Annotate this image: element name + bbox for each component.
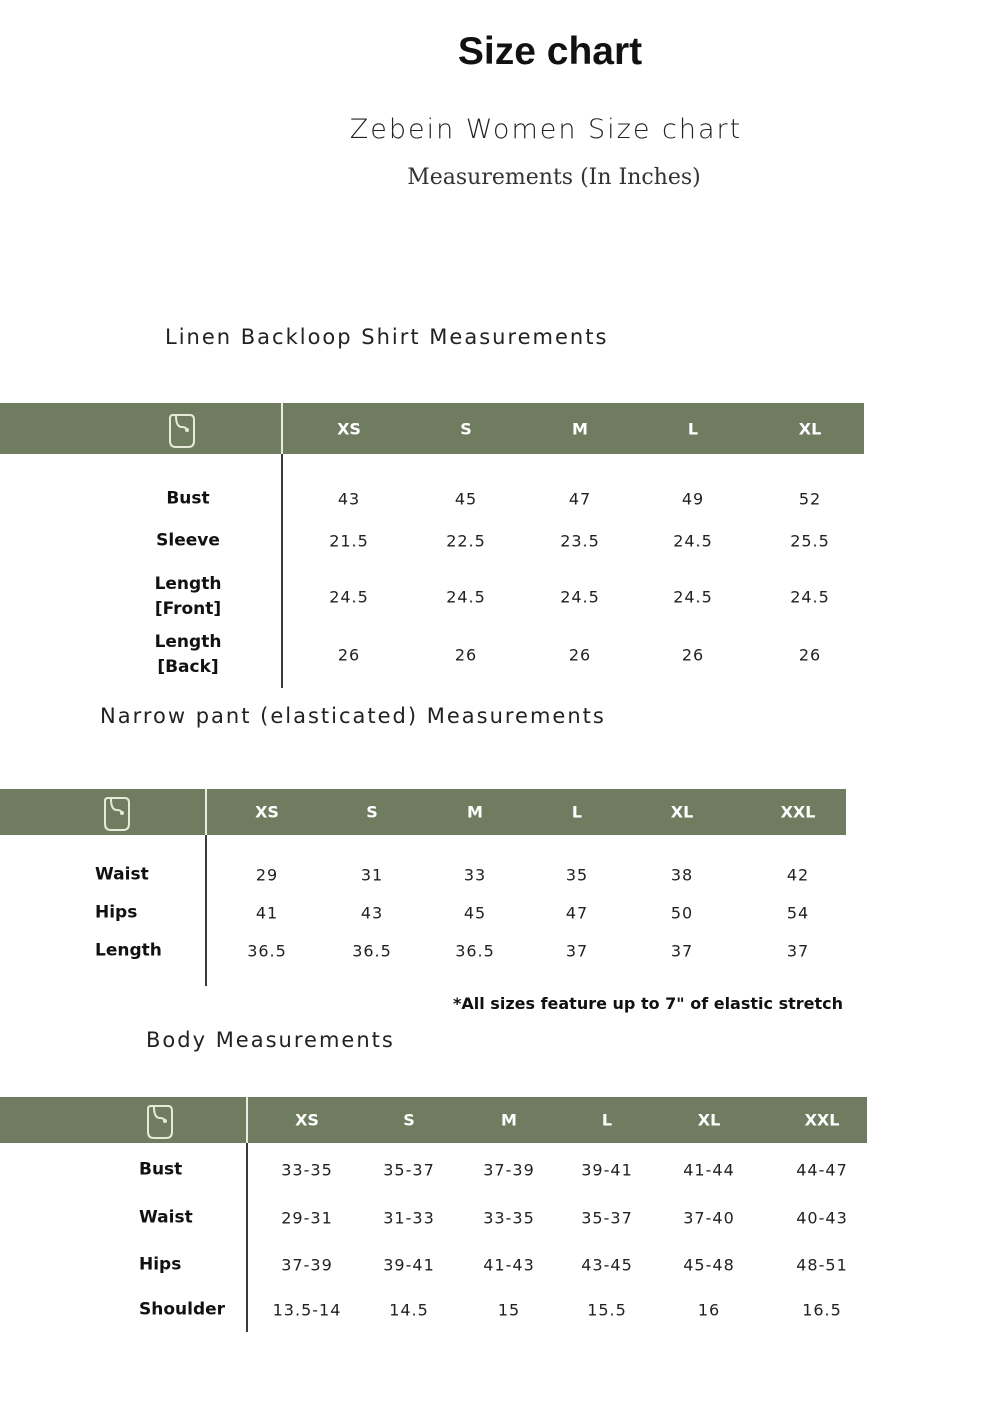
table-cell: 36.5 <box>352 941 392 961</box>
size-header-l: L <box>571 802 583 822</box>
size-header-s: S <box>460 419 472 438</box>
row-label: Waist <box>95 864 149 885</box>
size-header-s: S <box>403 1110 415 1130</box>
row-label: Bust <box>139 1159 183 1180</box>
table-cell: 26 <box>798 645 822 665</box>
shirt-section-heading: Linen Backloop Shirt Measurements <box>165 325 609 349</box>
table-cell: 37-39 <box>483 1160 535 1180</box>
table-cell: 49 <box>681 489 705 509</box>
size-header-xs: XS <box>295 1110 319 1130</box>
measuring-tape-icon <box>103 796 131 832</box>
table-cell: 43-45 <box>581 1255 633 1275</box>
table-cell: 37 <box>670 941 694 961</box>
size-header-m: M <box>572 419 588 438</box>
table-cell: 54 <box>786 903 810 923</box>
table-cell: 43 <box>360 903 384 923</box>
table-cell: 41 <box>255 903 279 923</box>
size-header-xl: XL <box>670 802 694 822</box>
table-cell: 41-43 <box>483 1255 535 1275</box>
row-label: Hips <box>139 1254 182 1275</box>
table-cell: 33-35 <box>281 1160 333 1180</box>
table-cell: 52 <box>798 489 822 509</box>
table-cell: 16.5 <box>802 1300 842 1320</box>
pant-section-heading: Narrow pant (elasticated) Measurements <box>100 704 606 728</box>
row-label: Sleeve <box>156 530 220 551</box>
table-cell: 31-33 <box>383 1208 435 1228</box>
table-cell: 21.5 <box>329 531 369 551</box>
size-header-m: M <box>467 802 483 822</box>
row-label: Length [Front] <box>154 574 222 619</box>
table-cell: 26 <box>337 645 361 665</box>
table-cell: 29 <box>255 865 279 885</box>
row-label: Length <box>95 940 162 961</box>
table-cell: 23.5 <box>560 531 600 551</box>
table-cell: 47 <box>565 903 589 923</box>
table-cell: 41-44 <box>683 1160 735 1180</box>
table-cell: 37-39 <box>281 1255 333 1275</box>
table-cell: 24.5 <box>673 531 713 551</box>
table-cell: 35 <box>565 865 589 885</box>
table-cell: 45 <box>463 903 487 923</box>
row-label: Hips <box>95 902 138 923</box>
table-cell: 48-51 <box>796 1255 848 1275</box>
table-cell: 15 <box>497 1300 521 1320</box>
body-table-header <box>0 1097 867 1143</box>
table-cell: 50 <box>670 903 694 923</box>
chart-subtitle: Zebein Women Size chart <box>349 114 743 145</box>
measuring-tape-icon <box>146 1104 174 1140</box>
pant-header-divider <box>205 789 207 835</box>
table-cell: 33-35 <box>483 1208 535 1228</box>
body-header-divider <box>246 1097 248 1143</box>
table-cell: 26 <box>454 645 478 665</box>
pant-column-divider <box>205 835 207 986</box>
body-column-divider <box>246 1143 248 1332</box>
shirt-column-divider <box>281 454 283 688</box>
size-header-l: L <box>687 419 699 438</box>
size-header-m: M <box>501 1110 517 1130</box>
table-cell: 37 <box>786 941 810 961</box>
table-cell: 42 <box>786 865 810 885</box>
table-cell: 24.5 <box>329 587 369 607</box>
row-label: Waist <box>139 1207 193 1228</box>
size-header-xs: XS <box>255 802 279 822</box>
table-cell: 36.5 <box>247 941 287 961</box>
table-cell: 13.5-14 <box>272 1300 342 1320</box>
table-cell: 45 <box>454 489 478 509</box>
size-header-xs: XS <box>337 419 361 438</box>
row-label: Bust <box>166 488 210 509</box>
table-cell: 14.5 <box>389 1300 429 1320</box>
table-cell: 43 <box>337 489 361 509</box>
size-header-xxl: XXL <box>780 802 816 822</box>
table-cell: 40-43 <box>796 1208 848 1228</box>
table-cell: 26 <box>681 645 705 665</box>
size-header-l: L <box>601 1110 613 1130</box>
shirt-header-divider <box>281 403 283 454</box>
table-cell: 35-37 <box>581 1208 633 1228</box>
table-cell: 24.5 <box>790 587 830 607</box>
shirt-table-header <box>0 403 864 454</box>
table-cell: 39-41 <box>581 1160 633 1180</box>
table-cell: 39-41 <box>383 1255 435 1275</box>
table-cell: 24.5 <box>673 587 713 607</box>
table-cell: 35-37 <box>383 1160 435 1180</box>
table-cell: 36.5 <box>455 941 495 961</box>
row-label: Shoulder <box>139 1299 226 1320</box>
table-cell: 25.5 <box>790 531 830 551</box>
elastic-note: *All sizes feature up to 7" of elastic stretch <box>453 994 843 1013</box>
table-cell: 37 <box>565 941 589 961</box>
size-header-s: S <box>366 802 378 822</box>
table-cell: 47 <box>568 489 592 509</box>
table-cell: 33 <box>463 865 487 885</box>
table-cell: 24.5 <box>560 587 600 607</box>
measuring-tape-icon <box>168 413 196 449</box>
table-cell: 15.5 <box>587 1300 627 1320</box>
table-cell: 31 <box>360 865 384 885</box>
table-cell: 44-47 <box>796 1160 848 1180</box>
size-header-xxl: XXL <box>804 1110 840 1130</box>
table-cell: 22.5 <box>446 531 486 551</box>
table-cell: 37-40 <box>683 1208 735 1228</box>
units-caption: Measurements (In Inches) <box>407 165 701 190</box>
table-cell: 38 <box>670 865 694 885</box>
table-cell: 24.5 <box>446 587 486 607</box>
table-cell: 16 <box>697 1300 721 1320</box>
table-cell: 26 <box>568 645 592 665</box>
page-title: Size chart <box>457 30 643 73</box>
table-cell: 45-48 <box>683 1255 735 1275</box>
table-cell: 29-31 <box>281 1208 333 1228</box>
size-header-xl: XL <box>697 1110 721 1130</box>
size-header-xl: XL <box>798 419 822 438</box>
row-label: Length [Back] <box>154 632 222 677</box>
body-section-heading: Body Measurements <box>146 1028 395 1052</box>
